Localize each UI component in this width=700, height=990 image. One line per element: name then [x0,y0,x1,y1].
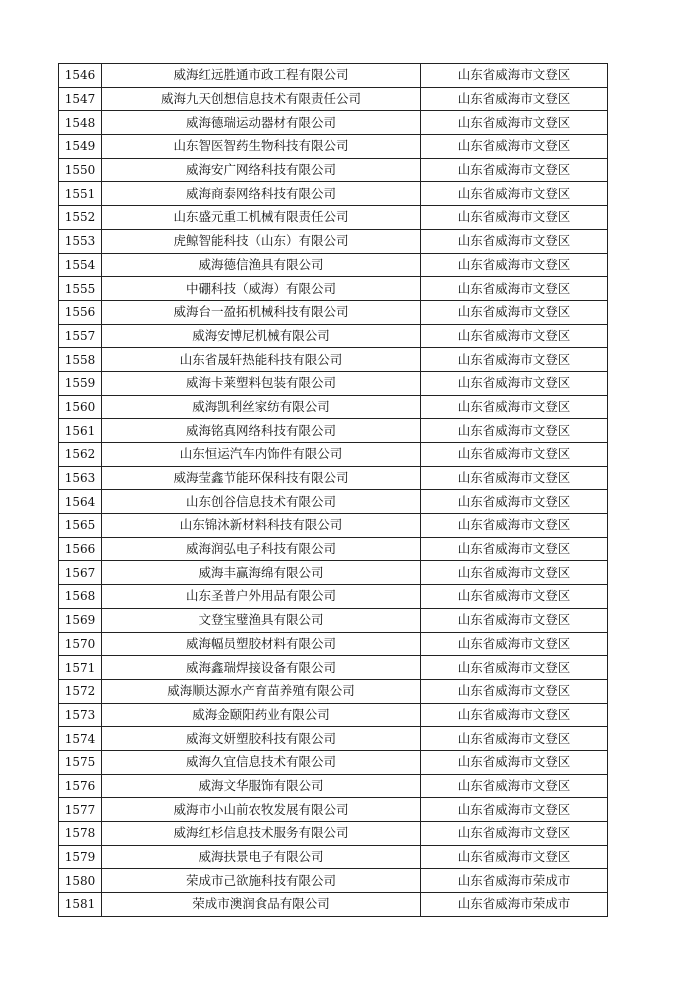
row-number-cell: 1555 [59,277,102,301]
region-cell: 山东省威海市文登区 [421,679,608,703]
company-name-cell: 虎鲸智能科技（山东）有限公司 [102,229,421,253]
row-number-cell: 1566 [59,537,102,561]
company-name-cell: 山东智医智药生物科技有限公司 [102,135,421,159]
company-name-cell: 文登宝璧渔具有限公司 [102,608,421,632]
company-name-cell: 山东锦沐新材料科技有限公司 [102,514,421,538]
table-row [59,277,608,301]
region-cell: 山东省威海市文登区 [421,64,608,88]
row-number-cell: 1581 [59,893,102,917]
region-cell: 山东省威海市文登区 [421,135,608,159]
region-cell: 山东省威海市文登区 [421,561,608,585]
row-number-cell: 1560 [59,395,102,419]
region-cell: 山东省威海市文登区 [421,608,608,632]
region-cell: 山东省威海市文登区 [421,490,608,514]
table-row [59,822,608,846]
company-name-cell: 威海鑫瑞焊接设备有限公司 [102,656,421,680]
region-cell: 山东省威海市荣成市 [421,869,608,893]
table-row [59,466,608,490]
company-name-cell: 威海德瑞运动器材有限公司 [102,111,421,135]
row-number-cell: 1549 [59,135,102,159]
company-name-cell: 山东创谷信息技术有限公司 [102,490,421,514]
table-row [59,703,608,727]
region-cell: 山东省威海市文登区 [421,229,608,253]
table-row [59,253,608,277]
row-number-cell: 1558 [59,348,102,372]
row-number-cell: 1550 [59,158,102,182]
row-number-cell: 1565 [59,514,102,538]
region-cell: 山东省威海市文登区 [421,111,608,135]
region-cell: 山东省威海市文登区 [421,395,608,419]
region-cell: 山东省威海市文登区 [421,443,608,467]
row-number-cell: 1559 [59,371,102,395]
table-row [59,869,608,893]
table-row [59,893,608,917]
company-name-cell: 威海文妍塑胶科技有限公司 [102,727,421,751]
row-number-cell: 1563 [59,466,102,490]
row-number-cell: 1567 [59,561,102,585]
company-name-cell: 威海红远胜通市政工程有限公司 [102,64,421,88]
company-name-cell: 威海幅员塑胶材料有限公司 [102,632,421,656]
table-row [59,585,608,609]
company-name-cell: 威海铭真网络科技有限公司 [102,419,421,443]
table-row [59,324,608,348]
region-cell: 山东省威海市文登区 [421,656,608,680]
row-number-cell: 1577 [59,798,102,822]
row-number-cell: 1554 [59,253,102,277]
company-name-cell: 威海德信渔具有限公司 [102,253,421,277]
row-number-cell: 1568 [59,585,102,609]
company-name-cell: 中硼科技（威海）有限公司 [102,277,421,301]
company-name-cell: 荣成市己欲施科技有限公司 [102,869,421,893]
table-row [59,87,608,111]
table-row [59,229,608,253]
table-row [59,679,608,703]
row-number-cell: 1552 [59,206,102,230]
company-name-cell: 威海扶景电子有限公司 [102,845,421,869]
region-cell: 山东省威海市文登区 [421,206,608,230]
row-number-cell: 1548 [59,111,102,135]
region-cell: 山东省威海市文登区 [421,798,608,822]
row-number-cell: 1546 [59,64,102,88]
table-row [59,64,608,88]
company-name-cell: 威海凯利丝家纺有限公司 [102,395,421,419]
table-row [59,537,608,561]
company-name-cell: 威海久宜信息技术有限公司 [102,750,421,774]
region-cell: 山东省威海市文登区 [421,703,608,727]
company-name-cell: 威海商泰网络科技有限公司 [102,182,421,206]
row-number-cell: 1569 [59,608,102,632]
table-row [59,727,608,751]
region-cell: 山东省威海市文登区 [421,537,608,561]
row-number-cell: 1557 [59,324,102,348]
table-row [59,561,608,585]
region-cell: 山东省威海市文登区 [421,348,608,372]
table-row [59,656,608,680]
row-number-cell: 1575 [59,750,102,774]
region-cell: 山东省威海市文登区 [421,253,608,277]
company-name-cell: 山东省晟轩热能科技有限公司 [102,348,421,372]
region-cell: 山东省威海市文登区 [421,277,608,301]
company-list-table [58,63,608,917]
table-row [59,158,608,182]
row-number-cell: 1580 [59,869,102,893]
table-row [59,395,608,419]
company-name-cell: 威海文华服饰有限公司 [102,774,421,798]
table-body [59,64,608,917]
company-name-cell: 威海丰赢海绵有限公司 [102,561,421,585]
table-row [59,111,608,135]
region-cell: 山东省威海市文登区 [421,774,608,798]
table-row [59,608,608,632]
company-name-cell: 威海安博尼机械有限公司 [102,324,421,348]
table-row [59,774,608,798]
company-name-cell: 威海莹鑫节能环保科技有限公司 [102,466,421,490]
row-number-cell: 1551 [59,182,102,206]
row-number-cell: 1562 [59,443,102,467]
row-number-cell: 1579 [59,845,102,869]
region-cell: 山东省威海市荣成市 [421,893,608,917]
region-cell: 山东省威海市文登区 [421,419,608,443]
region-cell: 山东省威海市文登区 [421,845,608,869]
company-name-cell: 威海金颐阳药业有限公司 [102,703,421,727]
company-name-cell: 威海卡莱塑料包装有限公司 [102,371,421,395]
region-cell: 山东省威海市文登区 [421,750,608,774]
company-name-cell: 威海安广网络科技有限公司 [102,158,421,182]
row-number-cell: 1571 [59,656,102,680]
table-row [59,490,608,514]
region-cell: 山东省威海市文登区 [421,158,608,182]
region-cell: 山东省威海市文登区 [421,514,608,538]
row-number-cell: 1576 [59,774,102,798]
company-name-cell: 山东恒运汽车内饰件有限公司 [102,443,421,467]
table-row [59,371,608,395]
region-cell: 山东省威海市文登区 [421,632,608,656]
row-number-cell: 1547 [59,87,102,111]
table-row [59,845,608,869]
row-number-cell: 1578 [59,822,102,846]
row-number-cell: 1561 [59,419,102,443]
row-number-cell: 1572 [59,679,102,703]
company-name-cell: 山东圣普户外用品有限公司 [102,585,421,609]
table-row [59,300,608,324]
row-number-cell: 1574 [59,727,102,751]
row-number-cell: 1570 [59,632,102,656]
region-cell: 山东省威海市文登区 [421,466,608,490]
company-name-cell: 威海市小山前农牧发展有限公司 [102,798,421,822]
table-row [59,206,608,230]
table-row [59,798,608,822]
region-cell: 山东省威海市文登区 [421,300,608,324]
row-number-cell: 1556 [59,300,102,324]
region-cell: 山东省威海市文登区 [421,727,608,751]
table-row [59,750,608,774]
region-cell: 山东省威海市文登区 [421,87,608,111]
region-cell: 山东省威海市文登区 [421,324,608,348]
table-row [59,182,608,206]
company-name-cell: 威海润弘电子科技有限公司 [102,537,421,561]
company-name-cell: 威海顺达源水产育苗养殖有限公司 [102,679,421,703]
region-cell: 山东省威海市文登区 [421,182,608,206]
region-cell: 山东省威海市文登区 [421,585,608,609]
table-row [59,632,608,656]
company-name-cell: 山东盛元重工机械有限责任公司 [102,206,421,230]
table-row [59,135,608,159]
row-number-cell: 1553 [59,229,102,253]
region-cell: 山东省威海市文登区 [421,371,608,395]
table-row [59,514,608,538]
table-row [59,443,608,467]
table-row [59,419,608,443]
company-name-cell: 荣成市澳润食品有限公司 [102,893,421,917]
region-cell: 山东省威海市文登区 [421,822,608,846]
company-name-cell: 威海台一盈拓机械科技有限公司 [102,300,421,324]
table-row [59,348,608,372]
row-number-cell: 1564 [59,490,102,514]
company-name-cell: 威海九天创想信息技术有限责任公司 [102,87,421,111]
row-number-cell: 1573 [59,703,102,727]
company-name-cell: 威海红杉信息技术服务有限公司 [102,822,421,846]
document-page [58,63,604,917]
